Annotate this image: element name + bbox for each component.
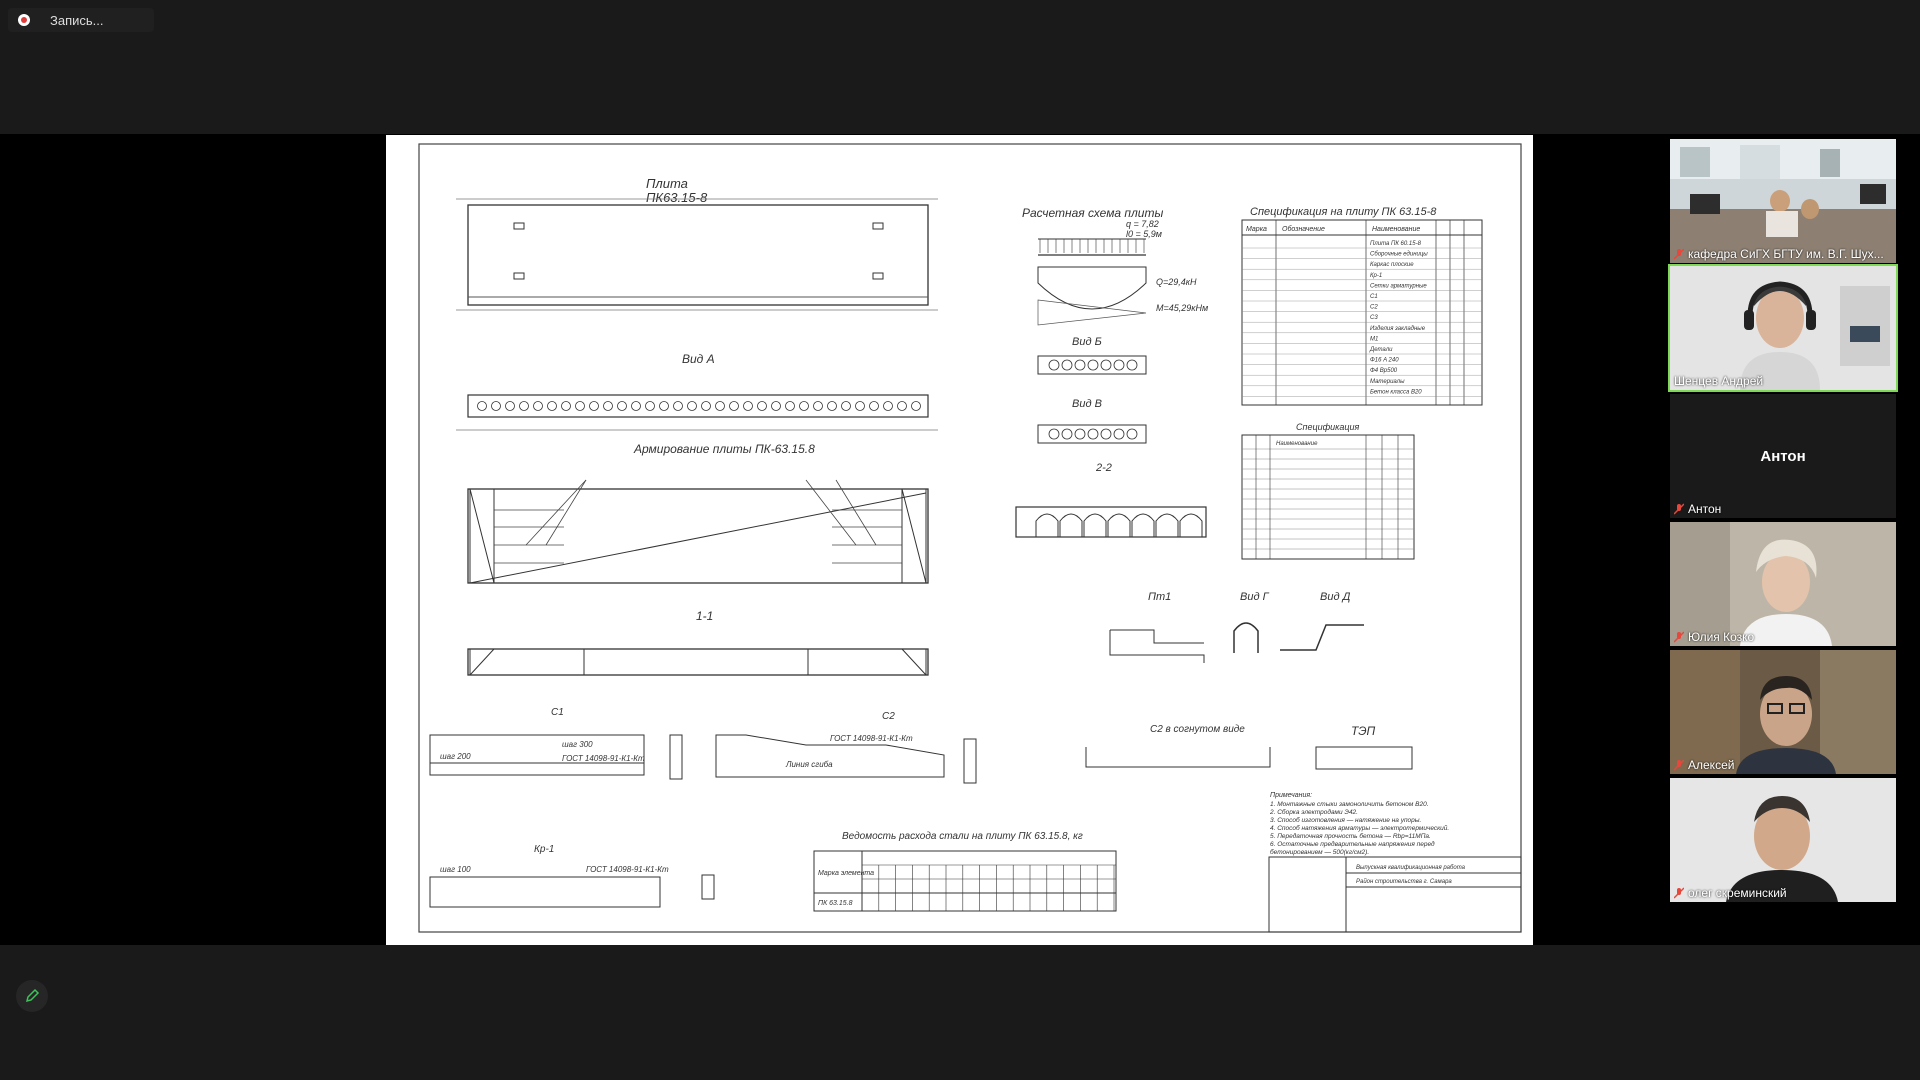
muted-mic-icon <box>1674 759 1684 771</box>
c2-label: C2 <box>882 711 895 722</box>
c1-label: C1 <box>551 707 564 718</box>
participant-name-label <box>1674 758 1734 772</box>
load-l: l0 = 5,9м <box>1126 229 1162 239</box>
muted-mic-icon <box>1674 631 1684 643</box>
participant-video <box>1670 522 1896 646</box>
spec-row-name: Бетон класса В20 <box>1370 389 1422 396</box>
stamp-title: Выпускная квалификационная работа <box>1356 865 1465 871</box>
spec2-title: Спецификация <box>1296 422 1360 432</box>
participant-name-label <box>1674 247 1884 261</box>
participant-name: кафедра СиГХ БГТУ им. В.Г. Шух... <box>1688 247 1884 261</box>
calc-scheme-title: Расчетная схема плиты <box>1022 206 1164 220</box>
note-line: 2. Сборка электродами Э42. <box>1270 809 1358 816</box>
participant-name-label <box>1674 502 1721 516</box>
gost-3: ГОСТ 14098-91-К1-Кт <box>586 865 669 874</box>
spec-row-name: C2 <box>1370 304 1378 311</box>
pt1-label: Пт1 <box>1148 591 1172 603</box>
spec2-table <box>1242 435 1414 559</box>
reinforcement-plan <box>468 489 928 583</box>
kr1-label: Кр-1 <box>534 844 555 855</box>
section-1-1 <box>468 649 928 675</box>
record-icon <box>18 14 30 26</box>
spec-row-name: Сборочные единицы <box>1370 251 1428 258</box>
section-1-1-label: 1-1 <box>696 609 714 623</box>
participant-name: Юлия Козко <box>1688 630 1755 644</box>
steel-col-mark: Марка элемента <box>818 870 875 877</box>
muted-mic-icon <box>1674 503 1684 515</box>
top-bar <box>0 0 1920 134</box>
notes-header: Примечания: <box>1270 792 1313 799</box>
spec-main-title: Спецификация на плиту ПК 63.15-8 <box>1250 206 1437 218</box>
participant-video <box>1670 778 1896 902</box>
muted-mic-icon <box>1674 887 1684 899</box>
c2-bent-label: C2 в согнутом виде <box>1150 724 1245 735</box>
participant-tile-6[interactable] <box>1670 778 1896 902</box>
participant-name-label <box>1674 374 1763 388</box>
spec-row-name: Каркас плоские <box>1370 262 1414 269</box>
spec-row-name: Ф4 Вр500 <box>1370 368 1398 375</box>
load-q: q = 7,82 <box>1126 219 1159 229</box>
spec-row-name: Изделия закладные <box>1370 325 1426 332</box>
note-line: 5. Передаточная прочность бетона — Rbp=11МПа. <box>1270 833 1431 840</box>
participant-name: олег скреминский <box>1688 886 1787 900</box>
spec-table <box>1242 220 1482 405</box>
participant-tile-2[interactable] <box>1670 266 1896 390</box>
view-b-label: Вид Б <box>1072 336 1102 348</box>
note-line: 6. Остаточные предварительные напряжения перед <box>1270 841 1435 848</box>
steel-row-mark: ПК 63.15.8 <box>818 900 853 907</box>
stamp-subtitle: Район строительства г. Самара <box>1356 879 1452 885</box>
participant-tile-3[interactable] <box>1670 394 1896 518</box>
note-line: 3. Способ изготовления — натяжение на упоры. <box>1270 817 1422 824</box>
bottom-bar <box>0 945 1920 1080</box>
participant-video <box>1670 266 1896 390</box>
participant-name-label <box>1674 886 1787 900</box>
note-line: 4. Способ натяжения арматуры — электротермический. <box>1270 825 1450 832</box>
view-v-label: Вид В <box>1072 398 1102 410</box>
slab-plan <box>468 205 928 305</box>
view-d-label: Вид Д <box>1320 591 1351 603</box>
spec-row-name: Плита ПК 60.15-8 <box>1370 241 1421 247</box>
gost-2: ГОСТ 14098-91-К1-Кт <box>830 734 913 743</box>
slab-title-1: Плита <box>646 176 688 191</box>
participant-name: Шенцев Андрей <box>1674 374 1764 388</box>
recording-label: Запись... <box>50 12 104 28</box>
spec-row-name: Материалы <box>1370 378 1405 385</box>
participant-name: Алексей <box>1688 758 1735 772</box>
spec-row-name: Кр-1 <box>1370 272 1383 279</box>
gost-1: ГОСТ 14098-91-К1-Кт <box>562 754 645 763</box>
spec-col-mark: Марка <box>1246 226 1267 233</box>
spec2-col-name: Наименование <box>1276 441 1318 447</box>
q-force: Q=29,4кН <box>1156 277 1197 287</box>
spec-row-name: Сетки арматурные <box>1370 283 1427 290</box>
muted-mic-icon <box>1674 248 1684 260</box>
tep-label: ТЭП <box>1351 724 1376 738</box>
section-2-2-label: 2-2 <box>1096 462 1112 474</box>
steel-table-title: Ведомость расхода стали на плиту ПК 63.15.8, кг <box>842 831 1083 842</box>
step-100: шаг 100 <box>440 865 471 874</box>
participant-name: Антон <box>1688 502 1722 516</box>
participant-name-label <box>1674 630 1754 644</box>
annotate-pencil-icon[interactable] <box>16 980 48 1012</box>
reinforcement-title: Армирование плиты ПК-63.15.8 <box>634 442 815 456</box>
steel-table <box>814 851 1116 911</box>
spec-row-name: C1 <box>1370 294 1378 300</box>
view-a-section <box>468 395 928 417</box>
participant-center-name: Антон <box>1760 447 1806 465</box>
spec-row-name: C3 <box>1370 315 1378 322</box>
participant-tile-1[interactable] <box>1670 139 1896 263</box>
note-line: 1. Монтажные стыки замоноличить бетоном В20. <box>1270 801 1429 808</box>
bend-line: Линия сгиба <box>786 760 833 769</box>
participant-tile-4[interactable] <box>1670 522 1896 646</box>
participant-video <box>1670 139 1896 263</box>
view-a-label: Вид А <box>682 352 715 366</box>
recording-indicator[interactable] <box>8 8 154 32</box>
step-300: шаг 300 <box>562 740 593 749</box>
m-moment: M=45,29кНм <box>1156 303 1209 313</box>
kr1-frame <box>430 877 660 907</box>
participant-tile-5[interactable] <box>1670 650 1896 774</box>
engineering-drawing <box>386 135 1533 945</box>
spec-col-designation: Обозначение <box>1282 226 1325 233</box>
step-200: шаг 200 <box>440 752 471 761</box>
spec-col-name: Наименование <box>1372 226 1421 233</box>
view-g-label: Вид Г <box>1240 591 1269 603</box>
spec-row-name: М1 <box>1370 336 1379 343</box>
slab-title-2: ПК63.15-8 <box>646 190 708 205</box>
note-line: бетонированием — 500(кг/см2). <box>1270 849 1370 856</box>
participant-video <box>1670 650 1896 774</box>
spec-row-name: Ф16 A 240 <box>1370 357 1399 364</box>
spec-row-name: Детали <box>1370 347 1393 353</box>
shared-screen <box>386 135 1533 945</box>
